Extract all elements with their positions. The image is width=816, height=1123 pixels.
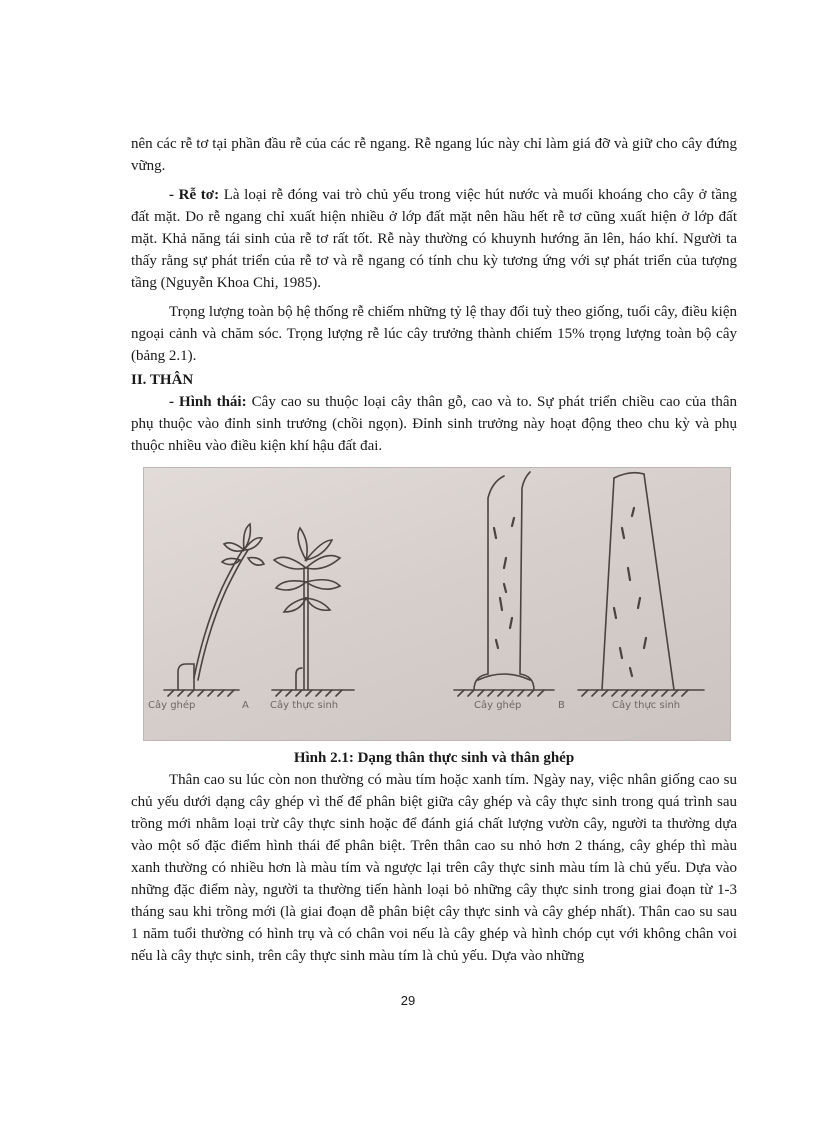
- figure-label-a-seedling: Cây thực sinh: [270, 700, 339, 711]
- page-body: [131, 133, 737, 967]
- paragraph-re-to: - Rễ tơ: Là loại rễ đóng vai trò chủ yếu trong việc hút nước và muối khoáng cho cây ở tầng đất mặt. Do rễ ngang chỉ xuất hiện nhiều ở lớp đất mặt nên hầu hết rễ tơ cũng xuất hiện ở lớp đất mặt. Khả năng tái sinh của rễ tơ rất tốt. Rễ này thường có khuynh hướng ăn lên, háo khí. Người ta thấy rằng sự phát triển của rễ tơ và rễ ngang có tính chu kỳ tương ứng với sự phát triển của tượng tầng (Nguyễn Khoa Chi, 1985).: [131, 187, 738, 291]
- section-heading-than: II. THÂN: [131, 372, 194, 388]
- figure-label-a-letter: A: [242, 700, 249, 711]
- page-number: 29: [400, 993, 416, 1008]
- paragraph-1: nên các rễ tơ tại phần đầu rễ của các rễ ngang. Rễ ngang lúc này chỉ làm giá đỡ và giữ cho cây đứng vững.: [131, 136, 737, 174]
- paragraph-hinh-thai: - Hình thái: Cây cao su thuộc loại cây thân gỗ, cao và to. Sự phát triển chiều cao của thân phụ thuộc vào đỉnh sinh trưởng (chồi ngọn). Đỉnh sinh trưởng này hoạt động theo chu kỳ và phụ thuộc nhiều vào điều kiện khí hậu đất đai.: [131, 394, 738, 454]
- term-hinh-thai: - Hình thái:: [169, 394, 247, 410]
- figure-label-b-grafted: Cây ghép: [474, 700, 522, 711]
- figure-label-b-letter: B: [558, 700, 565, 711]
- term-re-to: - Rễ tơ:: [169, 187, 220, 203]
- figure-label-a-grafted: Cây ghép: [148, 700, 196, 711]
- paragraph-stem-color: Thân cao su lúc còn non thường có màu tím hoặc xanh tím. Ngày nay, việc nhân giống cao su chủ yếu dưới dạng cây ghép vì thế để phân biệt giữa cây ghép và cây thực sinh trong quá trình sau trồng mới nhằm loại trừ cây thực sinh hoặc để đánh giá chất lượng vườn cây, người ta thường dựa vào một số đặc điểm hình thái để phân biệt. Trên thân cao su nhỏ hơn 2 tháng, cây ghép thì màu xanh thường có nhiều hơn là màu tím và ngược lại trên cây thực sinh màu tím là chủ yếu. Dựa vào những đặc điểm này, người ta thường tiến hành loại bỏ những cây thực sinh trong giai đoạn từ 1-3 tháng sau khi trồng mới (là giai đoạn dễ phân biệt cây thực sinh và cây ghép nhất). Thân cao su sau 1 năm tuổi thường có hình trụ và có chân voi nếu là cây ghép và hình chóp cụt với không chân voi nếu là cây thực sinh, trên cây thực sinh màu tím là chủ yếu. Dựa vào những: [131, 772, 737, 964]
- figure-caption: Hình 2.1: Dạng thân thực sinh và thân ghép: [293, 750, 575, 766]
- figure-stem-forms: [143, 467, 731, 741]
- figure-label-b-seedling: Cây thực sinh: [612, 700, 681, 711]
- paragraph-root-weight: Trọng lượng toàn bộ hệ thống rễ chiếm những tỷ lệ thay đổi tuỳ theo giống, tuổi cây, điều kiện ngoại cảnh và chăm sóc. Trọng lượng rễ lúc cây trưởng thành chiếm 15% trọng lượng toàn bộ cây (bảng 2.1).: [131, 304, 737, 364]
